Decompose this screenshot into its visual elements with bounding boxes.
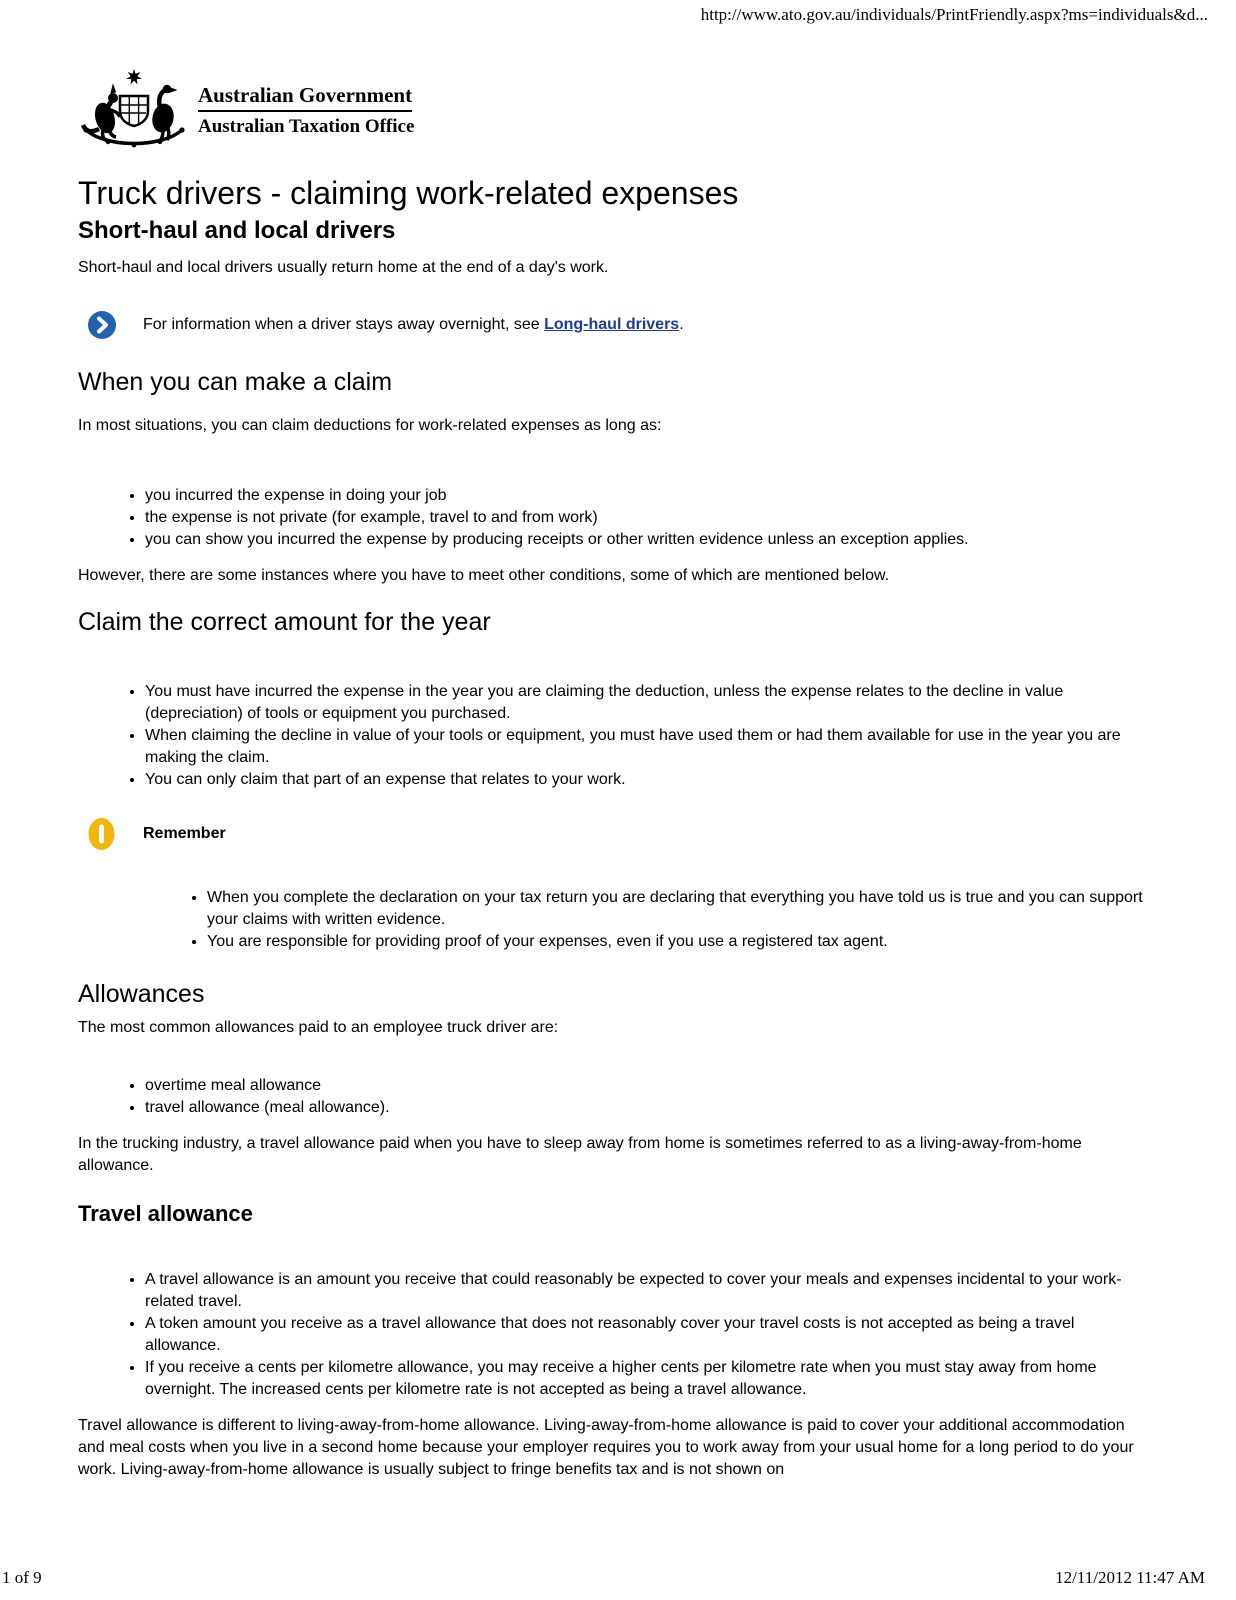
logo-government-label: Australian Government [198, 83, 413, 107]
warning-exclamation-icon [88, 817, 115, 851]
travel-allowance-outro: Travel allowance is different to living-away-from-home allowance. Living-away-from-home allowance is paid to cover your additional accommodation and meal costs when you live in a second home because your employer requires you to work away from your usual home for a long period to do your work. Living-away-from-home allowance is usually subject to fringe benefits tax and is not shown on [78, 1417, 1134, 1478]
list-item: • travel allowance (meal allowance). [145, 1097, 1145, 1119]
logo-taxation-office-label: Australian Taxation Office [198, 116, 415, 137]
allowances-outro: In the trucking industry, a travel allowance paid when you have to sleep away from home is sometimes referred to as a living-away-from-home allowance. [78, 1135, 1082, 1174]
ato-logo [78, 68, 1145, 153]
list-item: • the expense is not private (for example, travel to and from work) [145, 507, 1145, 529]
heading-claim-correct-amount: Claim the correct amount for the year [78, 608, 491, 636]
document-body [78, 68, 1145, 1481]
when-claim-list [78, 485, 1145, 551]
heading-when-you-can-make-a-claim: When you can make a claim [78, 368, 393, 396]
list-item: • When claiming the decline in value of your tools or equipment, you must have used them or had them available for use in the year you are making the claim. [145, 725, 1145, 769]
list-item: • You can only claim that part of an expense that relates to your work. [145, 769, 1145, 791]
remember-label: Remember [143, 825, 226, 842]
when-claim-intro: In most situations, you can claim deductions for work-related expenses as long as: [78, 417, 662, 434]
arrow-right-circle-icon [88, 311, 116, 339]
info-note-text-after: . [679, 316, 684, 333]
travel-allowance-list [78, 1269, 1145, 1401]
heading-travel-allowance: Travel allowance [78, 1201, 253, 1226]
list-item: • When you complete the declaration on your tax return you are declaring that everything you have told us is true and you can support your claims with written evidence. [207, 887, 1145, 931]
info-note [78, 311, 1145, 339]
remember-callout [78, 817, 1145, 851]
print-timestamp: 12/11/2012 11:47 AM [1055, 1568, 1205, 1587]
page-title: Truck drivers - claiming work-related expenses [78, 175, 739, 211]
info-note-text [143, 314, 684, 336]
info-note-text-before: For information when a driver stays away overnight, see [143, 316, 545, 333]
correct-amount-list [78, 681, 1145, 791]
list-item: • A travel allowance is an amount you receive that could reasonably be expected to cover your meals and expenses incidental to your work-related travel. [145, 1269, 1145, 1313]
list-item: • You must have incurred the expense in the year you are claiming the deduction, unless the expense relates to the decline in value (depreciation) of tools or equipment you purchased. [145, 681, 1145, 725]
list-item: • You are responsible for providing proof of your expenses, even if you use a registered tax agent. [207, 931, 1145, 953]
list-item: • If you receive a cents per kilometre allowance, you may receive a higher cents per kilometre rate when you must stay away from home overnight. The increased cents per kilometre rate is not accepted as being a travel allowance. [145, 1357, 1145, 1401]
list-item: • overtime meal allowance [145, 1075, 1145, 1097]
remember-list [78, 887, 1145, 953]
intro-paragraph: Short-haul and local drivers usually return home at the end of a day's work. [78, 259, 609, 276]
page-number: 1 of 9 [2, 1568, 42, 1587]
logo-divider [198, 110, 412, 112]
australian-coat-of-arms-icon [78, 68, 190, 153]
when-claim-outro: However, there are some instances where you have to meet other conditions, some of which are mentioned below. [78, 567, 890, 584]
ato-logo-text [198, 83, 414, 138]
list-item: • you can show you incurred the expense by producing receipts or other written evidence unless an exception applies. [145, 529, 1145, 551]
allowances-intro: The most common allowances paid to an employee truck driver are: [78, 1019, 559, 1036]
list-item: • A token amount you receive as a travel allowance that does not reasonably cover your travel costs is not accepted as being a travel allowance. [145, 1313, 1145, 1357]
heading-allowances: Allowances [78, 980, 205, 1008]
list-item: • you incurred the expense in doing your job [145, 485, 1145, 507]
allowances-list [78, 1075, 1145, 1119]
page-subtitle: Short-haul and local drivers [78, 217, 396, 244]
print-header-url: http://www.ato.gov.au/individuals/PrintFriendly.aspx?ms=individuals&d... [700, 5, 1208, 24]
long-haul-drivers-link[interactable]: Long-haul drivers [544, 316, 680, 333]
